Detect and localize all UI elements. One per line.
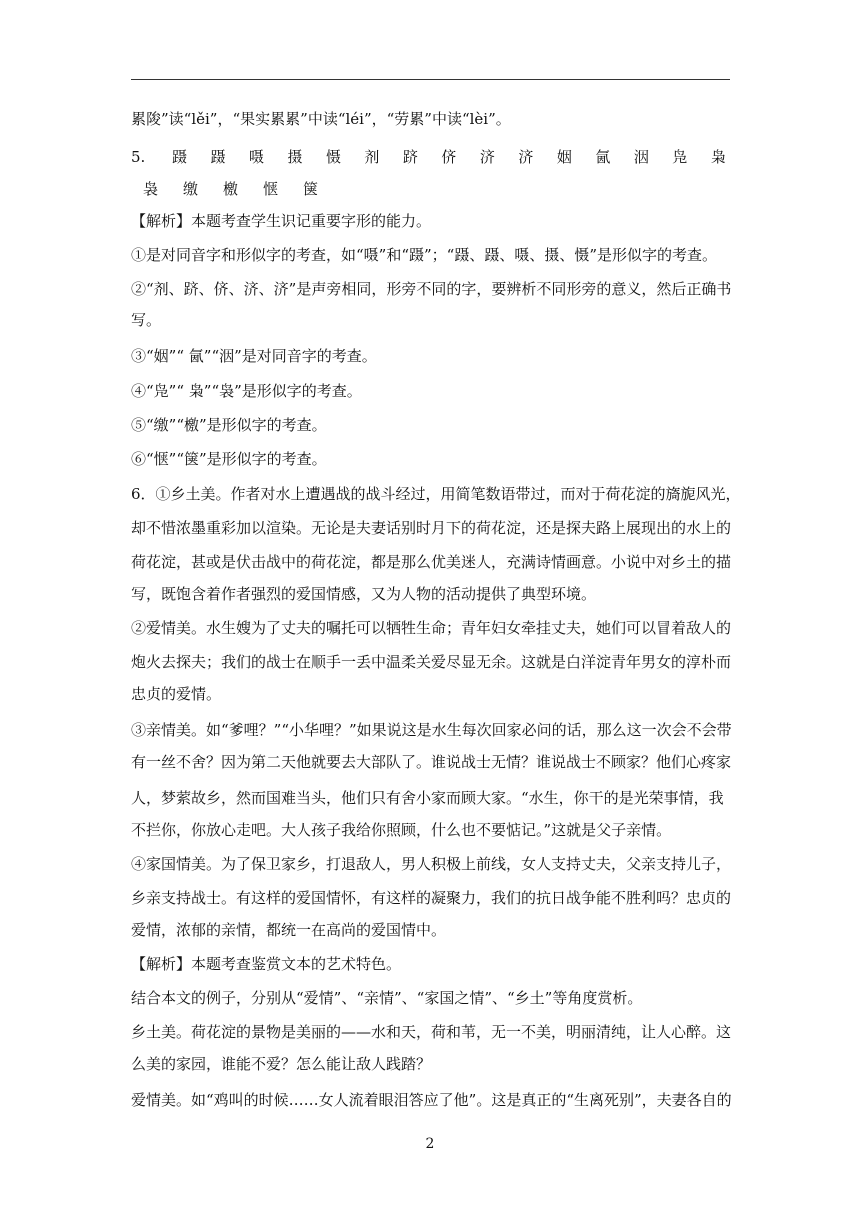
text-line: ⑤“缴”“檄”是形似字的考查。 — [131, 416, 327, 434]
text-line: ③“姻”“ 氤”“洇”是对同音字的考查。 — [131, 347, 377, 365]
answer-char: 侪 — [441, 148, 457, 166]
answer-char: 枭 — [710, 148, 726, 166]
text-line: ④“凫”“ 枭”“袅”是形似字的考查。 — [131, 382, 362, 400]
answer-char: 袅 — [143, 180, 159, 198]
text-line: ⑥“惬”“箧”是形似字的考查。 — [131, 450, 327, 468]
answer-char: 蹑 — [172, 148, 188, 166]
answer-char: 姻 — [556, 148, 572, 166]
answer-char: 凫 — [672, 148, 688, 166]
answer-char: 惬 — [262, 180, 278, 198]
text-line: ④家国情美。为了保卫家乡，打退敌人，男人积极上前线，女人支持丈夫，父亲支持儿子， — [131, 855, 732, 873]
page-number: 2 — [425, 1136, 435, 1152]
answer-char: 济 — [518, 148, 534, 166]
answer-char: 济 — [479, 148, 495, 166]
text-line: 写，既饱含着作者强烈的爱国情感，又为人物的活动提供了典型环境。 — [131, 585, 597, 603]
answer-chars-row-1 — [172, 146, 726, 168]
text-line: 爱情美。如“鸡叫的时候……女人流着眼泪答应了他”。这是真正的“生离死别”，夫妻各自的 — [131, 1091, 732, 1109]
text-line: 5. — [131, 148, 146, 166]
header-rule — [131, 79, 730, 80]
answer-char: 剂 — [364, 148, 380, 166]
text-line: 结合本文的例子，分别从“爱情”、“亲情”、“家国之情”、“乡土”等角度赏析。 — [131, 989, 643, 1007]
text-line: 忠贞的爱情。 — [131, 685, 222, 703]
text-line: 累陖”读“lěi”，“果实累累”中读“léi”，“劳累”中读“lèi”。 — [131, 110, 511, 128]
answer-char: 慑 — [325, 148, 341, 166]
text-line: ①是对同音字和形似字的考查，如“嗫”和“蹑”；“蹑、蹑、嗫、摄、慑”是形似字的考查。 — [131, 246, 718, 264]
text-line: ②爱情美。水生嫂为了丈夫的嘱托可以牺牲生命；青年妇女牵挂丈夫，她们可以冒着敌人的 — [131, 619, 732, 637]
text-line: 不拦你，你放心走吧。大人孩子我给你照顾，什么也不要惦记。”这就是父子亲情。 — [131, 821, 672, 839]
text-line: 炮火去探夫；我们的战士在顺手一丢中温柔关爱尽显无余。这就是白洋淀青年男女的淳朴而 — [131, 653, 732, 671]
text-line: 爱情，浓郁的亲情，都统一在高尚的爱国情中。 — [131, 921, 447, 939]
answer-char: 摄 — [287, 148, 303, 166]
text-line: 6．①乡土美。作者对水上遭遇战的战斗经过，用简笔数语带过，而对于荷花淀的旖旎风光， — [131, 485, 741, 503]
text-line: 写。 — [131, 311, 162, 329]
answer-char: 箧 — [302, 180, 318, 198]
text-line: 【解析】本题考查学生识记重要字形的能力。 — [131, 212, 432, 230]
answer-char: 缴 — [182, 180, 198, 198]
text-line: ③亲情美。如“爹哩？”“小华哩？”如果说这是水生每次回家必问的话，那么这一次会不会带 — [131, 721, 732, 739]
text-line: 荷花淀，甚或是伏击战中的荷花淀，都是那么优美迷人，充满诗情画意。小说中对乡土的描 — [131, 553, 732, 571]
text-line: 却不惜浓墨重彩加以渲染。无论是夫妻话别时月下的荷花淀，还是探夫路上展现出的水上的 — [131, 519, 732, 537]
text-line: 有一丝不舍？因为第二天他就要去大部队了。谁说战士无情？谁说战士不顾家？他们心疼家 — [131, 753, 732, 771]
answer-char: 氤 — [595, 148, 611, 166]
text-line: 乡土美。荷花淀的景物是美丽的——水和天，荷和苇，无一不美，明丽清纯，让人心醉。这 — [131, 1023, 732, 1041]
answer-char: 蹑 — [210, 148, 226, 166]
answer-char: 洇 — [633, 148, 649, 166]
answer-char: 嗫 — [248, 148, 264, 166]
answer-char: 跻 — [402, 148, 418, 166]
text-line: 【解析】本题考查鉴赏文本的艺术特色。 — [131, 955, 402, 973]
answer-char: 檄 — [222, 180, 238, 198]
text-line: 么美的家园，谁能不爱？怎么能让敌人践踏？ — [131, 1055, 432, 1073]
text-line: 乡亲支持战士。有这样的爱国情怀，有这样的凝聚力，我们的抗日战争能不胜利吗？忠贞的 — [131, 889, 732, 907]
text-line: ②“剂、跻、侪、济、济”是声旁相同，形旁不同的字，要辨析不同形旁的意义，然后正确书 — [131, 280, 732, 298]
answer-chars-row-2 — [143, 178, 318, 200]
text-line: 人，梦萦故乡，然而国难当头，他们只有舍小家而顾大家。“水生，你干的是光荣事情，我 — [131, 789, 724, 807]
